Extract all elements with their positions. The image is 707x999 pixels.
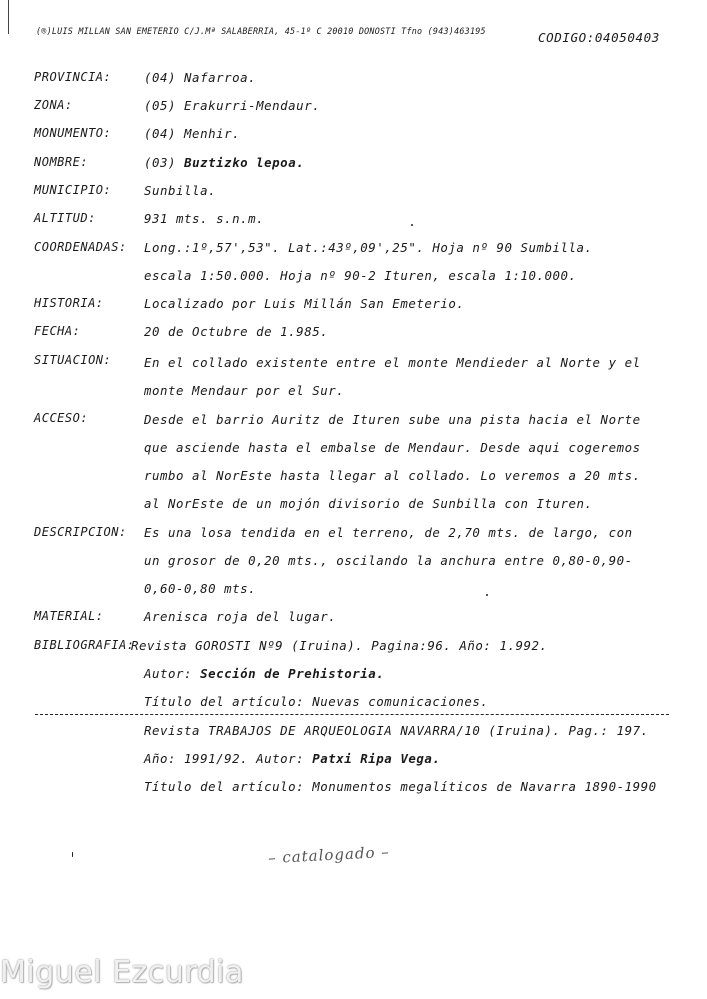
- value-zona: (05) Erakurri-Mendaur.: [144, 98, 321, 113]
- value-coordenadas-line: escala 1:50.000. Hoja nº 90-2 Ituren, escala 1:10.000.: [144, 268, 577, 283]
- value-altitud: 931 mts. s.n.m.: [144, 211, 265, 226]
- autor-name: Sección de Prehistoria.: [200, 666, 385, 681]
- scan-speck: [486, 594, 488, 596]
- label-material: MATERIAL:: [34, 609, 104, 623]
- label-historia: HISTORIA:: [34, 296, 104, 310]
- nombre-name: Buztizko lepoa.: [184, 155, 305, 170]
- value-descripcion-line: 0,60-0,80 mts.: [144, 581, 257, 596]
- nombre-prefix: (03): [144, 155, 185, 170]
- value-fecha: 20 de Octubre de 1.985.: [144, 324, 329, 339]
- label-provincia: PROVINCIA:: [34, 70, 112, 84]
- value-provincia: (04) Nafarroa.: [144, 70, 257, 85]
- document-code: CODIGO:04050403: [538, 30, 660, 45]
- value-acceso-line: Desde el barrio Auritz de Ituren sube una pista hacia el Norte: [144, 412, 641, 427]
- value-situacion-line: monte Mendaur por el Sur.: [144, 383, 345, 398]
- value-historia: Localizado por Luis Millán San Emeterio.: [144, 296, 465, 311]
- label-monumento: MONUMENTO:: [34, 126, 112, 140]
- value-descripcion-line: un grosor de 0,20 mts., oscilando la anchura entre 0,80-0,90-: [144, 553, 633, 568]
- label-nombre: NOMBRE:: [34, 155, 89, 169]
- autor-prefix: Autor:: [144, 666, 201, 681]
- autor-prefix: Año: 1991/92. Autor:: [144, 751, 313, 766]
- watermark: Miguel Ezcurdia: [0, 955, 244, 990]
- value-municipio: Sunbilla.: [144, 183, 217, 198]
- label-coordenadas: COORDENADAS:: [34, 240, 127, 254]
- author-address-header: (®)LUIS MILLAN SAN EMETERIO C/J.Mª SALABERRIA, 45-1º C 20010 DONOSTI Tfno (943)463195: [36, 26, 486, 36]
- label-zona: ZONA:: [34, 98, 73, 112]
- value-coordenadas-line: Long.:1º,57',53". Lat.:43º,09',25". Hoja nº 90 Sumbilla.: [144, 240, 593, 255]
- scan-edge-line: [8, 0, 9, 34]
- value-situacion-line: En el collado existente entre el monte Mendieder al Norte y el: [144, 355, 641, 370]
- value-monumento: (04) Menhir.: [144, 126, 241, 141]
- label-bibliografia: BIBLIOGRAFIA:: [34, 638, 135, 652]
- bibliografia-autor: [144, 751, 440, 766]
- label-municipio: MUNICIPIO:: [34, 183, 112, 197]
- scan-speck: [72, 852, 73, 857]
- label-fecha: FECHA:: [34, 324, 81, 338]
- handwritten-note: – catalogado –: [267, 842, 391, 868]
- value-descripcion-line: Es una losa tendida en el terreno, de 2,70 mts. de largo, con: [144, 525, 633, 540]
- label-altitud: ALTITUD:: [34, 211, 96, 225]
- bibliografia-autor: [144, 666, 384, 681]
- label-descripcion: DESCRIPCION:: [34, 525, 127, 539]
- value-acceso-line: que asciende hasta el embalse de Mendaur. Desde aqui cogeremos: [144, 440, 641, 455]
- value-acceso-line: rumbo al NorEste hasta llegar al collado. Lo veremos a 20 mts.: [144, 468, 641, 483]
- bibliografia-titulo: Título del artículo: Nuevas comunicaciones.: [144, 694, 489, 709]
- bibliografia-revista: Revista TRABAJOS DE ARQUEOLOGIA NAVARRA/10 (Iruina). Pag.: 197.: [144, 723, 649, 738]
- label-situacion: SITUACION:: [34, 353, 112, 367]
- dashed-separator: [35, 714, 669, 715]
- autor-name: Patxi Ripa Vega.: [312, 751, 441, 766]
- value-acceso-line: al NorEste de un mojón divisorio de Sunbilla con Ituren.: [144, 496, 593, 511]
- label-acceso: ACCESO:: [34, 411, 89, 425]
- scan-speck: [411, 224, 413, 226]
- value-nombre: [144, 155, 304, 170]
- value-material: Arenisca roja del lugar.: [144, 609, 337, 624]
- bibliografia-line: Revista GOROSTI Nº9 (Iruina). Pagina:96. Año: 1.992.: [131, 638, 548, 653]
- bibliografia-titulo: Título del artículo: Monumentos megalíticos de Navarra 1890-1990: [144, 779, 657, 794]
